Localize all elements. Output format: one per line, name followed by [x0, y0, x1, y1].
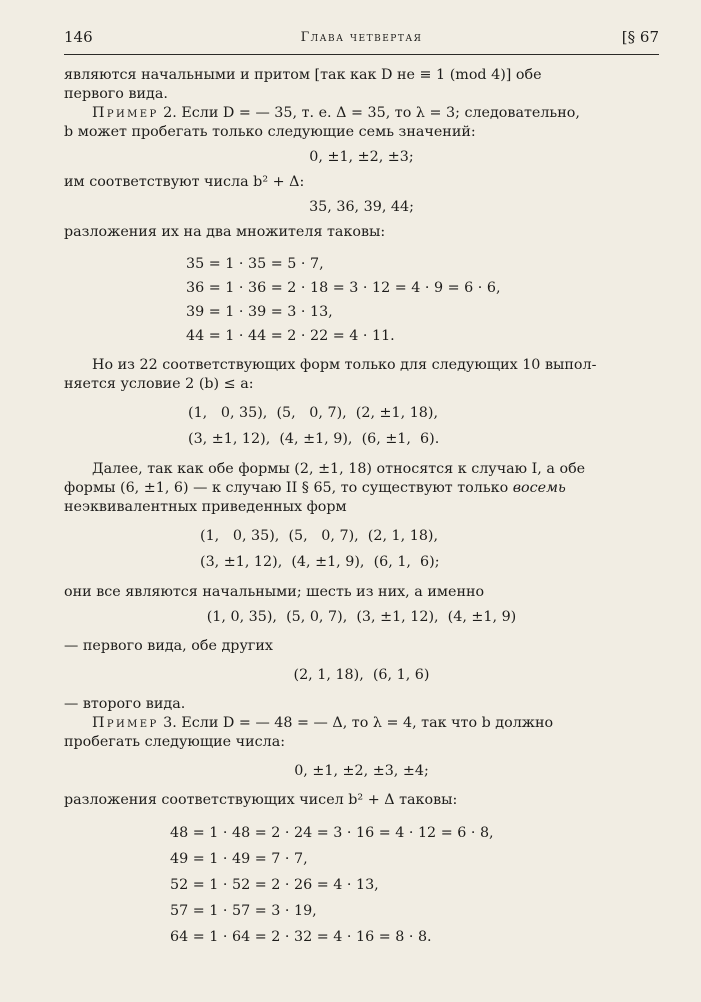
text-line: первого вида. [64, 86, 168, 102]
example-2-heading [64, 104, 659, 123]
equation: 64 = 1 · 64 = 2 · 32 = 4 · 16 = 8 · 8. [170, 929, 432, 945]
forms-row: (1, 0, 35), (5, 0, 7), (2, 1, 18), [200, 528, 439, 544]
equation: 35 = 1 · 35 = 5 · 7, [186, 256, 324, 272]
formula-values-b3: 0, ±1, ±2, ±3, ±4; [294, 763, 429, 779]
text-line: няется условие 2 (b) ≤ a: [64, 376, 254, 392]
forms-list-1 [188, 400, 659, 452]
text-line: неэквивалентных приведенных форм [64, 499, 347, 515]
equation: 57 = 1 · 57 = 3 · 19, [170, 903, 317, 919]
text-line: они все являются начальными; шесть из них, а именно [64, 584, 485, 600]
example-text: 2. Если D = — 35, т. е. Δ = 35, то λ = 3; следовательно, [158, 105, 580, 121]
example-label: Пример [92, 105, 159, 121]
emphasis-eight: восемь [512, 480, 566, 496]
text-line: — второго вида. [64, 696, 186, 712]
equation: 49 = 1 · 49 = 7 · 7, [170, 851, 308, 867]
text-line: им соответствуют числа b² + Δ: [64, 174, 305, 190]
text-line: разложения соответствующих чисел b² + Δ таковы: [64, 792, 458, 808]
equation: 48 = 1 · 48 = 2 · 24 = 3 · 16 = 4 · 12 = 6 · 8, [170, 825, 494, 841]
equation: 39 = 1 · 39 = 3 · 13, [186, 304, 333, 320]
running-header [64, 28, 659, 52]
chapter-title: Глава четвертая [300, 30, 423, 45]
text-line: Далее, так как обе формы (2, ±1, 18) относятся к случаю I, а обе [92, 461, 586, 477]
page-number: 146 [64, 28, 93, 46]
text-line: являются начальными и притом [так как D не ≡ 1 (mod 4)] обе [64, 67, 542, 83]
equation: 44 = 1 · 44 = 2 · 22 = 4 · 11. [186, 328, 395, 344]
example-3-heading [64, 714, 659, 733]
example-label: Пример [92, 715, 159, 731]
example-text: 3. Если D = — 48 = — Δ, то λ = 4, так что b должно [158, 715, 554, 731]
text-line: Но из 22 соответствующих форм только для следующих 10 выпол- [92, 357, 597, 373]
forms-row: (1, 0, 35), (5, 0, 7), (2, ±1, 18), [188, 405, 439, 421]
text-line: разложения их на два множителя таковы: [64, 224, 386, 240]
formula-six-forms: (1, 0, 35), (5, 0, 7), (3, ±1, 12), (4, ±1, 9) [206, 609, 517, 625]
text-line: b может пробегать только следующие семь значений: [64, 124, 476, 140]
factorization-block-1 [186, 252, 659, 348]
formula-values-b: 0, ±1, ±2, ±3; [309, 149, 414, 165]
page-body [64, 66, 659, 950]
forms-list-2 [200, 523, 659, 575]
equation: 52 = 1 · 52 = 2 · 26 = 4 · 13, [170, 877, 379, 893]
text-line: — первого вида, обе других [64, 638, 273, 654]
equation: 36 = 1 · 36 = 2 · 18 = 3 · 12 = 4 · 9 = 6 · 6, [186, 280, 501, 296]
header-rule [64, 54, 659, 55]
text-line: пробегать следующие числа: [64, 734, 286, 750]
forms-row: (3, ±1, 12), (4, ±1, 9), (6, ±1, 6). [188, 431, 440, 447]
forms-row: (3, ±1, 12), (4, ±1, 9), (6, 1, 6); [200, 554, 440, 570]
text-span: формы (6, ±1, 6) — к случаю II § 65, то существуют только [64, 480, 509, 496]
section-reference: [§ 67 [621, 28, 659, 46]
formula-values-n: 35, 36, 39, 44; [309, 199, 414, 215]
formula-two-forms: (2, 1, 18), (6, 1, 6) [293, 667, 430, 683]
factorization-block-2 [170, 820, 659, 950]
text-line [64, 479, 659, 498]
